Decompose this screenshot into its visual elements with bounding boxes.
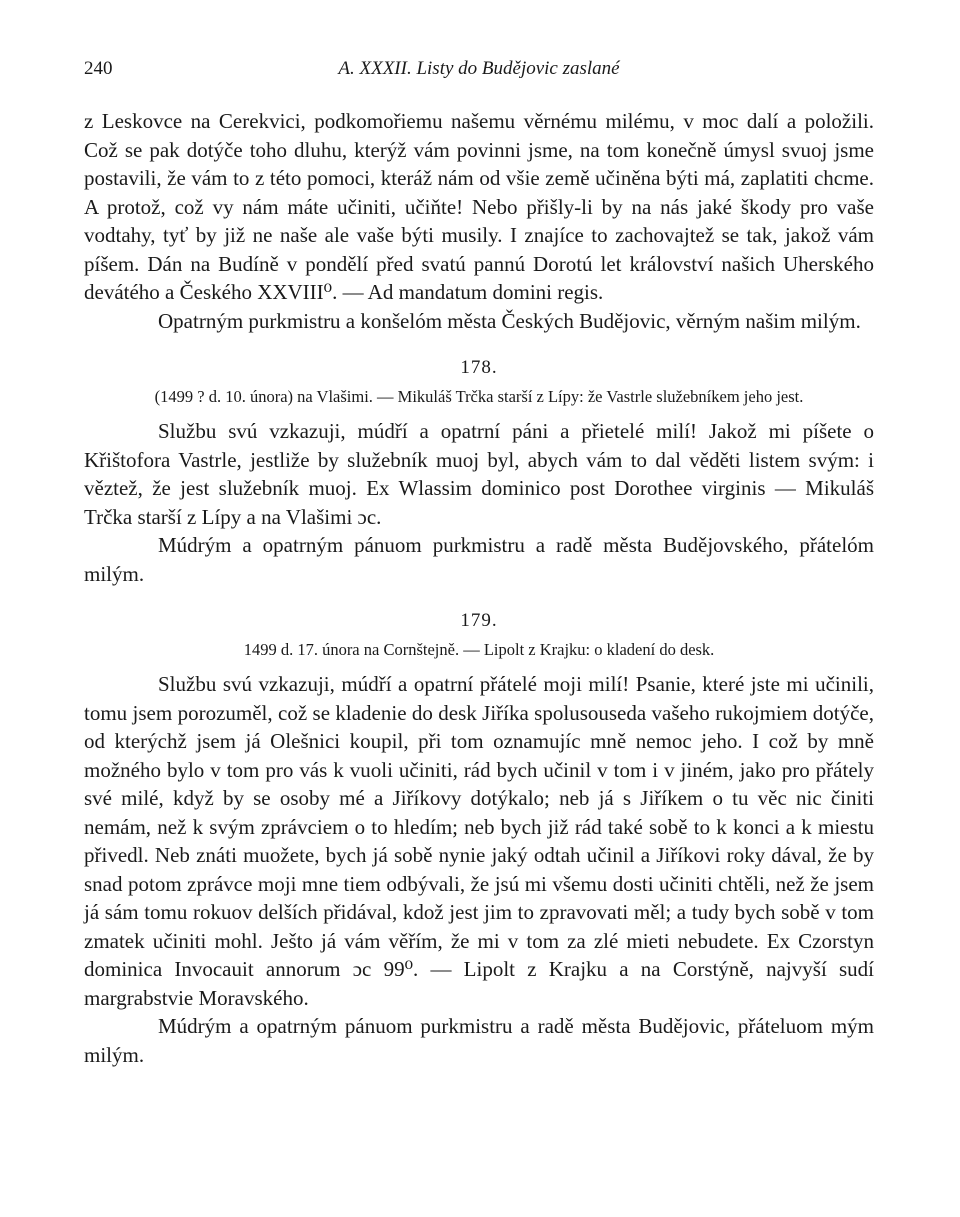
letter-179-body: Službu svú vzkazuji, múdří a opatrní přátelé moji milí! Psanie, které jste mi učinili, tomu jsem porozuměl, což se kladenie do desk Jiříka spolusouseda vašeho rukojmiem dotýče, od kterýchž jsem já Olešnici koupil, při tom oznamujíc mně nemoc jeho. I což by mně možného bylo v tom pro vás k vuoli učiniti, rád bych učinil v tom i v jiném, jako pro přátely své milé, když by se osoby mé a Jiříkovy dotýkalo; neb já s Jiříkem o tu věc nic činiti nemám, než k svým zprávciem o to hledím; neb bych již rád také sobě to k konci a k miestu přivedl. Neb znáti muožete, bych já sobě nynie jaký odtah učinil a Jiříkovi roky dával, že by snad potom zprávce moji mne tiem odbývali, že jsú mi všemu dosti učiniti chtěli, než že jsem já sám tomu rokuov delších přidával, kdož jest jim to zpravovati měl; a tudy bych sobě v tom zmatek učiniti mohl. Ješto já vám věřím, že mi v tom za zlé mieti nebudete. Ex Czorstyn dominica Invocauit annorum ɔc 99⁰. — Lipolt z Krajku a na Corstýně, najvyší sudí margrabstvie Moravského. xyxy=(84,672,874,1010)
page-header xyxy=(84,58,874,88)
page-number: 240 xyxy=(84,58,113,79)
letter-177-address: Opatrným purkmistru a konšelóm města Českých Budějovic, věrným našim milým. xyxy=(158,308,861,333)
letter-179-address: Múdrým a opatrným pánuom purkmistru a radě města Budějovic, přáteluom mým milým. xyxy=(84,1014,874,1067)
page-content xyxy=(84,107,874,1069)
letter-178-body: Službu svú vzkazuji, múdří a opatrní páni a přietelé milí! Jakož mi píšete o Křištofora Vastrle, jestliže by služebník muoj byl, abych vám to dal věděti listem svým: i věztež, že jest služebník muoj. Ex Wlassim dominico post Dorothee virginis — Mikuláš Trčka starší z Lípy a na Vlašimi ɔc. xyxy=(84,419,874,529)
letter-179-number: 179. xyxy=(460,610,498,631)
letter-177-body-end: z Leskovce na Cerekvici, podkomořiemu našemu věrnému milému, v moc dalí a položili. Což se pak dotýče toho dluhu, kterýž vám povinni jsme, na tom konečně úmysl svuoj jsme postavili, že vám to z této pomoci, kteráž nám od všie země učiněna býti má, zaplatiti chcme. A protož, což vy nám máte učiniti, učiňte! Nebo přišly-li by na nás jaké škody pro vaše vodtahy, tyť by již ne naše ale vaše býti musily. I znajíce to zachovajtež se tak, jakož vám píšem. Dán na Budíně v pondělí před svatú pannú Dorotú let království našich Uherského devátého a Českého XXVIII⁰. — Ad mandatum domini regis. xyxy=(84,109,874,304)
letter-178-number: 178. xyxy=(460,357,498,378)
letter-178-summary: (1499 ? d. 10. února) na Vlašimi. — Mikuláš Trčka starší z Lípy: že Vastrle služebníkem jeho jest. xyxy=(154,387,804,406)
letter-178-address: Múdrým a opatrným pánuom purkmistru a radě města Budějovského, přátelóm milým. xyxy=(84,533,874,586)
letter-179-summary: 1499 d. 17. února na Cornštejně. — Lipolt z Krajku: o kladení do desk. xyxy=(243,640,715,659)
running-title: A. XXXII. Listy do Budějovic zaslané xyxy=(338,58,620,79)
